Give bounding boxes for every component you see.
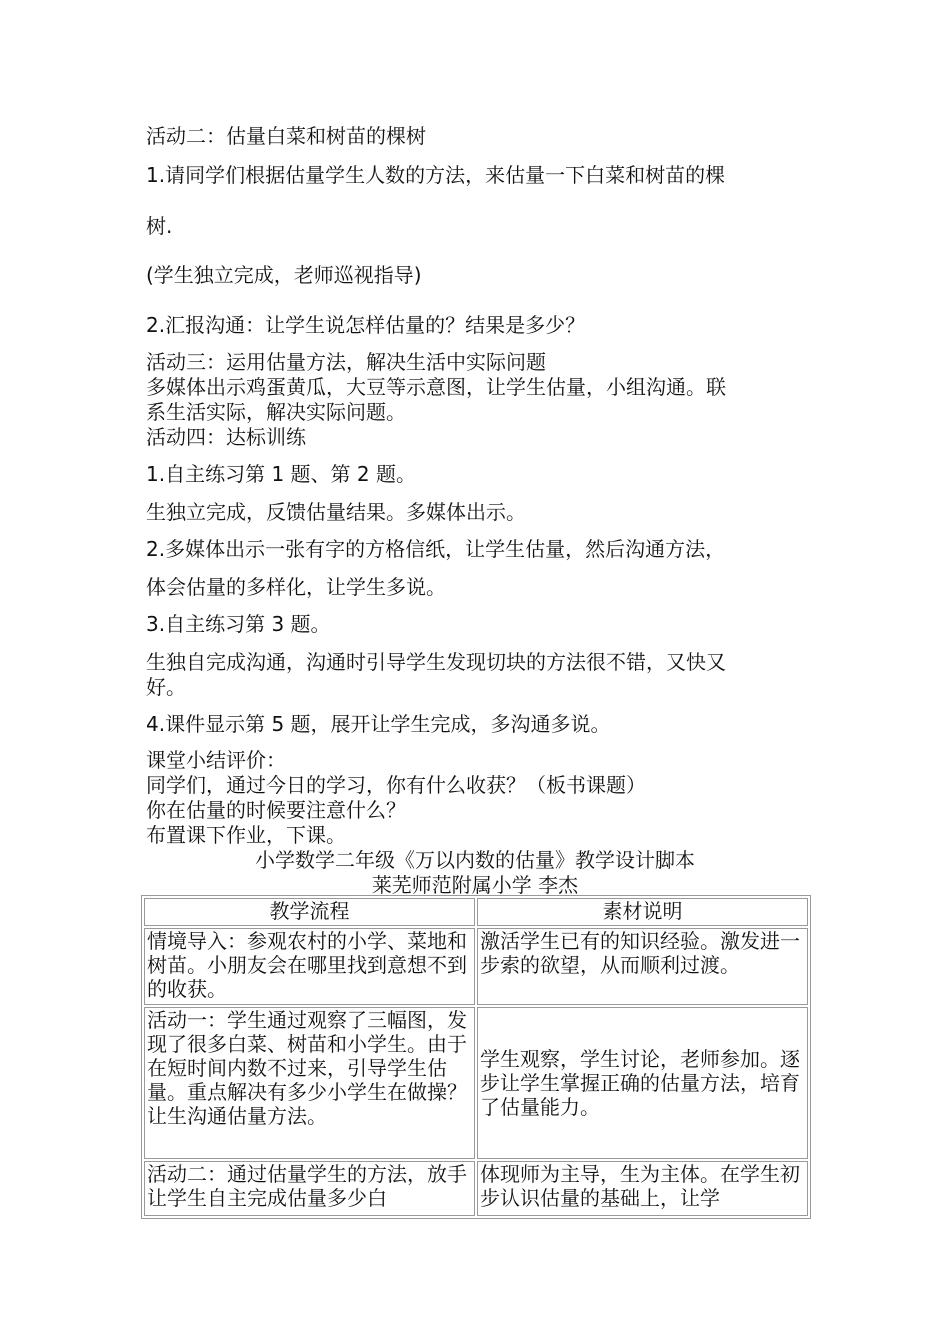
text-line: 布置课下作业，下课。	[146, 823, 346, 847]
text-line: 多媒体出示鸡蛋黄瓜，大豆等示意图，让学生估量，小组沟通。联	[146, 375, 726, 399]
table-cell	[144, 1161, 475, 1216]
table-cell	[477, 1161, 808, 1216]
summary-heading: 课堂小结评价：	[146, 748, 286, 772]
text-line: 1.请同学们根据估量学生人数的方法，来估量一下白菜和树苗的棵	[146, 163, 726, 187]
table-header-cell: 教学流程	[144, 898, 475, 926]
text-line: 体会估量的多样化，让学生多说。	[146, 575, 446, 599]
text-line: 好。	[146, 675, 186, 699]
text-line: 生独自完成沟通，沟通时引导学生发现切块的方法很不错，又快又	[146, 650, 726, 674]
document-author: 莱芜师范附属小学 李杰	[371, 873, 579, 897]
table-row	[144, 1161, 808, 1216]
activity-two-heading: 活动二：估量白菜和树苗的棵树	[146, 124, 426, 148]
activity-three-heading: 活动三：运用估量方法，解决生活中实际问题	[146, 350, 546, 374]
table-cell-text: 体现师为主导，生为主体。在学生初步认识估量的基础上，让学	[480, 1162, 800, 1211]
table-header-row	[144, 898, 808, 926]
text-line: 你在估量的时候要注意什么？	[146, 798, 406, 822]
text-line: (学生独立完成，老师巡视指导)	[146, 263, 422, 287]
text-line: 3.自主练习第 3 题。	[146, 612, 331, 636]
text-line: 2.汇报沟通：让学生说怎样估量的？结果是多少？	[146, 313, 586, 337]
text-line: 4.课件显示第 5 题，展开让学生完成，多沟通多说。	[146, 712, 611, 736]
table-cell: 激活学生已有的知识经验。激发进一步索的欲望，从而顺利过渡。	[477, 928, 808, 1005]
text-line: 2.多媒体出示一张有字的方格信纸，让学生估量，然后沟通方法，	[146, 537, 726, 561]
text-line: 同学们，通过今日的学习，你有什么收获？（板书课题）	[146, 773, 646, 797]
text-line: 系生活实际，解决实际问题。	[146, 400, 406, 424]
document-title: 小学数学二年级《万以内数的估量》教学设计脚本	[255, 848, 695, 872]
activity-four-heading: 活动四：达标训练	[146, 425, 306, 449]
table-row	[144, 928, 808, 1005]
table-row	[144, 1007, 808, 1159]
table-cell: 学生观察，学生讨论，老师参加。逐步让学生掌握正确的估量方法，培育了估量能力。	[477, 1007, 808, 1159]
text-line: 1.自主练习第 1 题、第 2 题。	[146, 462, 416, 486]
text-line: 生独立完成，反馈估量结果。多媒体出示。	[146, 500, 526, 524]
table-header-cell: 素材说明	[477, 898, 808, 926]
table-cell-text: 活动二：通过估量学生的方法，放手让学生自主完成估量多少白	[147, 1162, 467, 1211]
table-cell: 活动一：学生通过观察了三幅图，发现了很多白菜、树苗和小学生。由于在短时间内数不过来，引导学生估量。重点解决有多少小学生在做操？让生沟通估量方法。	[144, 1007, 475, 1159]
text-line: 树.	[146, 214, 173, 238]
lesson-table	[141, 895, 811, 1219]
table-cell: 情境导入：参观农村的小学、菜地和树苗。小朋友会在哪里找到意想不到的收获。	[144, 928, 475, 1005]
